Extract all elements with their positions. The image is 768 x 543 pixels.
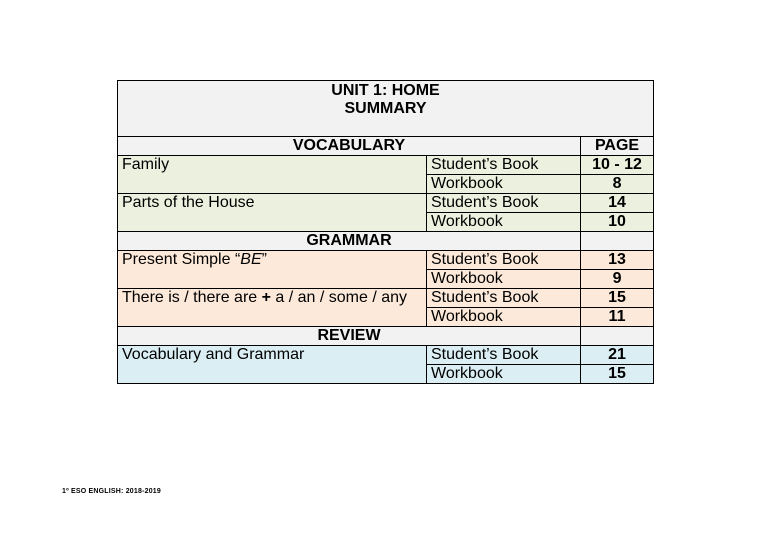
topic-cell: Vocabulary and Grammar xyxy=(118,346,427,384)
page-cell: 21 xyxy=(581,346,654,365)
table-row xyxy=(118,156,654,175)
grammar-page-blank xyxy=(581,232,654,251)
topic-cell: Parts of the House xyxy=(118,194,427,232)
vocabulary-header: VOCABULARY xyxy=(118,137,581,156)
page-header: PAGE xyxy=(581,137,654,156)
page-cell: 8 xyxy=(581,175,654,194)
page-cell: 15 xyxy=(581,365,654,384)
book-cell: Student’s Book xyxy=(427,346,581,365)
book-cell: Workbook xyxy=(427,308,581,327)
table-row xyxy=(118,289,654,308)
book-cell: Student’s Book xyxy=(427,156,581,175)
topic-cell: Family xyxy=(118,156,427,194)
page-cell: 13 xyxy=(581,251,654,270)
page-cell: 14 xyxy=(581,194,654,213)
table-row xyxy=(118,194,654,213)
topic-plus: + xyxy=(261,289,271,306)
topic-text: There is / there are xyxy=(122,289,262,306)
page-cell: 11 xyxy=(581,308,654,327)
page-cell: 10 - 12 xyxy=(581,156,654,175)
page-cell: 10 xyxy=(581,213,654,232)
page-footer: 1º ESO ENGLISH: 2018-2019 xyxy=(62,488,161,495)
summary-table xyxy=(117,80,654,384)
page-cell: 15 xyxy=(581,289,654,308)
topic-text-end: ” xyxy=(261,251,267,268)
book-cell: Workbook xyxy=(427,365,581,384)
table-row xyxy=(118,251,654,270)
book-cell: Workbook xyxy=(427,270,581,289)
topic-text-end: a / an / some / any xyxy=(270,289,408,306)
review-page-blank xyxy=(581,327,654,346)
unit-title: UNIT 1: HOME xyxy=(331,82,440,99)
page-cell: 9 xyxy=(581,270,654,289)
topic-emphasis: BE xyxy=(240,251,262,268)
grammar-header: GRAMMAR xyxy=(118,232,581,251)
topic-cell xyxy=(118,289,427,327)
book-cell: Workbook xyxy=(427,213,581,232)
topic-text: Present Simple “ xyxy=(122,251,241,268)
book-cell: Workbook xyxy=(427,175,581,194)
review-header: REVIEW xyxy=(118,327,581,346)
book-cell: Student’s Book xyxy=(427,289,581,308)
book-cell: Student’s Book xyxy=(427,194,581,213)
title-cell xyxy=(118,81,654,137)
summary-title: SUMMARY xyxy=(344,100,427,117)
table-row xyxy=(118,346,654,365)
topic-cell xyxy=(118,251,427,289)
book-cell: Student’s Book xyxy=(427,251,581,270)
